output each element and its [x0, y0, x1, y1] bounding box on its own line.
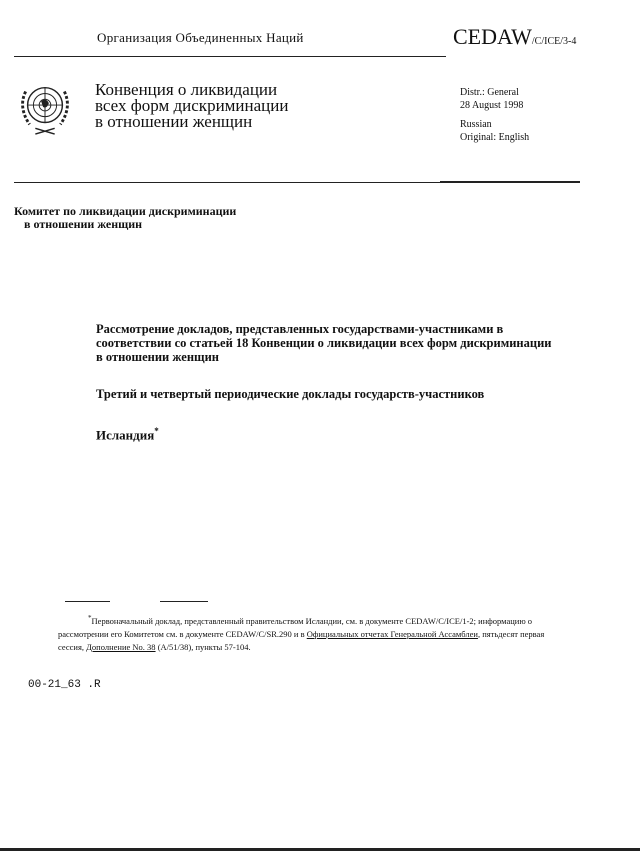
footnote — [58, 612, 548, 654]
footnote-text: (A/51/38), пункты 57-104. — [155, 641, 251, 652]
title-line: в отношении женщин — [95, 112, 253, 131]
title-line: Конвенция о ликвидации — [95, 80, 278, 99]
country-label: Исландия — [96, 427, 155, 443]
original-language: Original: English — [460, 132, 530, 143]
footnote-reference: Официальных отчетах Генеральной Ассамблеи — [306, 628, 478, 639]
date: 28 August 1998 — [460, 100, 524, 111]
footnote-reference: Дополнение No. 38 — [86, 641, 156, 652]
consideration-heading: Рассмотрение докладов, представленных государствами-участниками в соответствии со статьей 18 Конвенции о ликвидации всех форм дискриминации в отношении женщин — [96, 322, 552, 364]
footnote-text: , пятьдесят первая сессия, — [58, 628, 545, 652]
symbol-main: CEDAW — [453, 24, 532, 49]
distribution: Distr.: General — [460, 87, 519, 98]
footnote-mark: * — [88, 614, 92, 622]
convention-title — [95, 82, 288, 130]
symbol-suffix: /C/ICE/3-4 — [531, 36, 577, 47]
section-rule-thick — [440, 181, 580, 183]
footnote-rule — [65, 601, 110, 602]
committee-line: Комитет по ликвидации дискриминации — [14, 204, 237, 218]
bottom-border — [0, 848, 640, 851]
document-symbol — [453, 24, 576, 50]
reports-title: Третий и четвертый периодические доклады государств-участников — [96, 387, 485, 401]
title-line: всех форм дискриминации — [95, 96, 289, 115]
committee-line: в отношении женщин — [24, 217, 143, 231]
footnote-text: Первоначальный доклад, представленный правительством Исландии, см. в документе CEDAW/C/ICE/1-2; информацию о рассмотрении его Комитетом см. в документе CEDAW/C/SR.290 и в — [58, 615, 533, 639]
document-meta — [460, 86, 529, 144]
footnote-marker: * — [154, 426, 159, 436]
country-name — [96, 426, 159, 443]
document-code: 00-21_63 .R — [28, 679, 101, 691]
organization-name: Организация Объединенных Наций — [97, 30, 304, 45]
committee-name — [14, 205, 236, 231]
footnote-rule-fragment — [160, 601, 208, 602]
un-emblem-icon — [16, 78, 74, 136]
header-rule — [14, 56, 446, 57]
language: Russian — [460, 119, 492, 130]
